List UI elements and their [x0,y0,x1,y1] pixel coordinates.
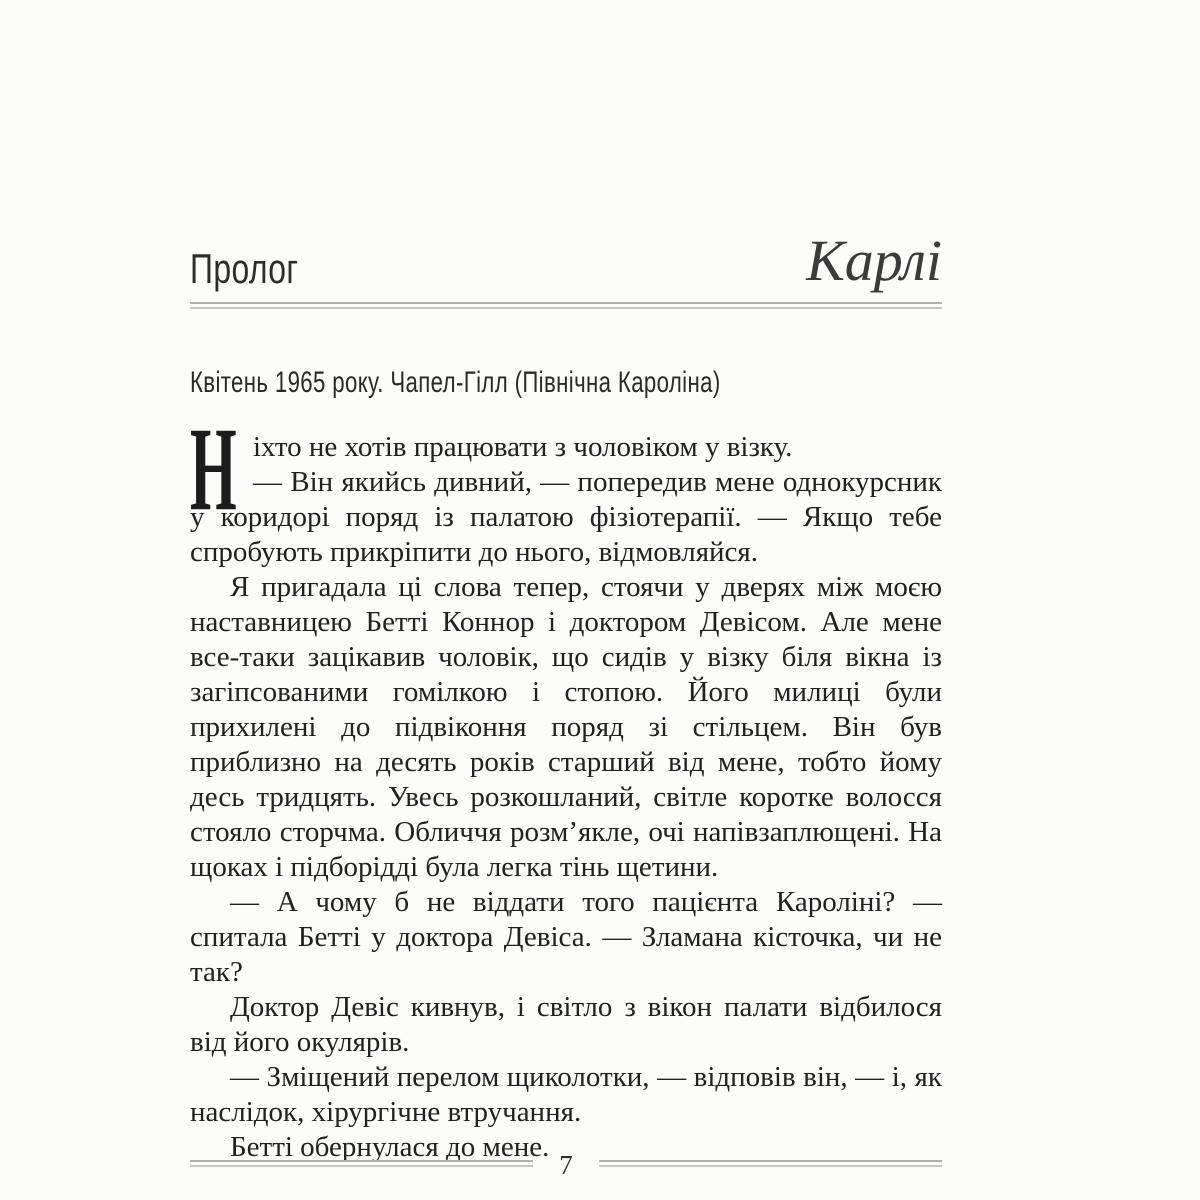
paragraph: іхто не хотів працювати з чоловіком у візку. [253,431,793,463]
drop-cap-letter: Н [190,402,237,535]
chapter-title [190,246,333,292]
drop-cap [190,402,240,535]
footer-rule-left [190,1160,533,1167]
section-subtitle [190,366,907,400]
body-text [190,402,942,1165]
paragraph: — Зміщений перелом щиколотки, — відповів він, — і, як наслідок, хірургічне втручання. [190,1061,942,1128]
page-number: 7 [559,1150,573,1180]
page-footer [190,1150,942,1180]
section-subtitle-text: Квітень 1965 року. Чапел-Гілл (Північна Кароліна) [190,366,721,399]
paragraph: — А чому б не віддати того пацієнта Кароліні? — спитала Бетті у доктора Девіса. — Зламана кісточка, чи не так? [190,886,942,988]
running-head-script-title: Карлі [806,228,942,293]
paragraph: Бетті обернулася до мене. [230,1131,550,1163]
paragraph: — Він якийсь дивний, — попередив мене однокурсник у коридорі поряд із палатою фізіотерапії. — Якщо тебе спробують прикріпити до нього, відмовляйся. [190,466,942,568]
opening-paragraphs [190,402,942,570]
chapter-title-text: Пролог [190,245,299,292]
paragraph: Я пригадала ці слова тепер, стоячи у дверях між моєю наставницею Бетті Коннор і доктором Девісом. Але мене все-таки зацікавив чоловік, що сидів у візку біля вікна із загіпсованими гомілкою і стопою. Його милиці були прихилені до підвіконня поряд зі стільцем. Він був приблизно на десять років старший від мене, тобто йому десь тридцять. Увесь розкошланий, світле коротке волосся стояло сторчма. Обличчя розм’якле, очі напівзаплющені. На щоках і підборідді була легка тінь щетини. [190,571,942,883]
footer-rule-right [599,1160,942,1167]
page-content [190,0,942,1200]
header-rule [190,302,942,309]
paragraph: Доктор Девіс кивнув, і світло з вікон палати відбилося від його окулярів. [190,991,942,1058]
